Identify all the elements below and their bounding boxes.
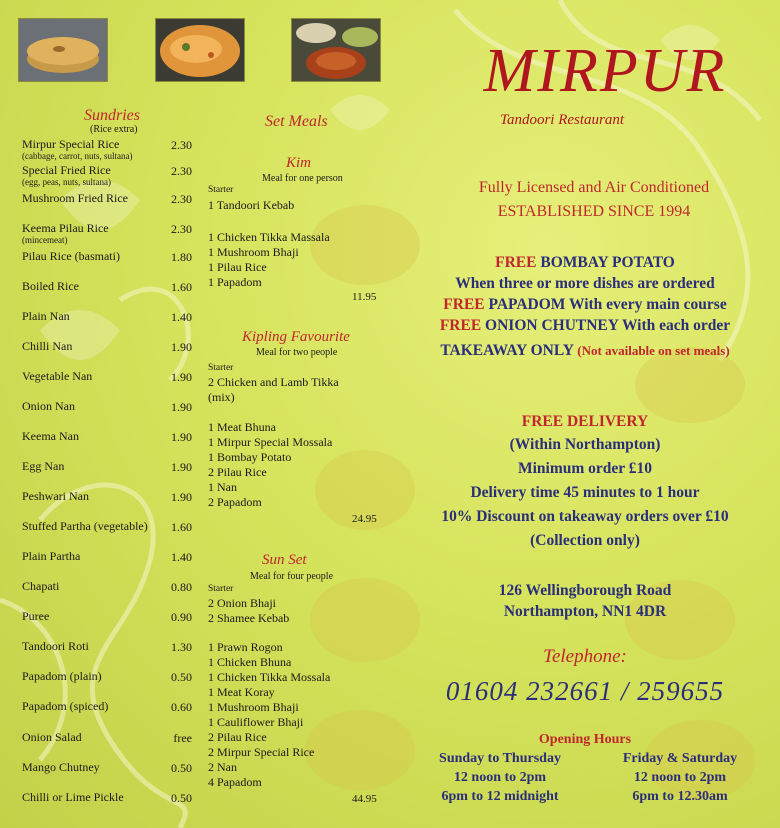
sundry-name: Keema Pilau Rice [22,221,109,235]
promo-free-word: FREE [443,296,485,313]
set-meal-dish: 1 Pilau Rice [208,260,267,274]
sundry-name: Vegetable Nan [22,369,93,383]
kipling-starter [208,375,339,405]
sundry-price: 1.90 [171,460,192,474]
sundry-price: 0.50 [171,670,192,684]
kim-price: 11.95 [352,291,377,303]
set-meal-dish: 1 Tandoori Kebab [208,198,295,212]
set-meal-dish: 2 Shamee Kebab [208,611,290,625]
promo-free-word: FREE [495,254,537,271]
kipling-title: Kipling Favourite [242,329,350,345]
sundry-price: 2.30 [171,192,192,206]
sunset-price: 44.95 [352,793,377,805]
sundry-price: 1.40 [171,550,192,564]
sundry-name: Onion Salad [22,730,82,744]
promo-text: When three or more dishes are ordered [455,275,715,292]
set-meal-dish: 1 Prawn Rogon [208,640,283,654]
sundry-price: 1.90 [171,400,192,414]
sunset-starter-label: Starter [208,584,234,594]
kim-sub: Meal for one person [262,173,343,184]
opening-hours-title: Opening Hours [538,732,632,747]
sundry-note: (cabbage, carrot, nuts, sultana) [22,151,133,161]
set-meal-dish: 1 Mirpur Special Mossala [208,435,333,449]
set-meal-dish: 4 Papadom [208,775,262,789]
sundries-note: (Rice extra) [90,124,138,135]
set-meal-dish: 1 Bombay Potato [208,450,292,464]
dishes-photo [291,18,381,82]
sundry-name: Egg Nan [22,459,65,473]
sundry-name: Chilli Nan [22,339,73,353]
sundry-price: 0.90 [171,610,192,624]
delivery-line: 10% Discount on takeaway orders over £10 [441,508,729,525]
sundry-name: Stuffed Partha (vegetable) [22,519,148,533]
curry-photo [155,18,245,82]
sundry-price: 1.30 [171,640,192,654]
promo-line [400,252,770,273]
kipling-starter-label: Starter [208,363,234,373]
sunset-main [208,640,330,790]
opening-hours-weekday [405,749,595,806]
sunset-sub: Meal for four people [250,571,334,582]
sundry-price: 2.30 [171,138,192,152]
sundry-name: Pilau Rice (basmati) [22,249,120,263]
sundry-price: 1.90 [171,430,192,444]
sundry-price: 2.30 [171,164,192,178]
set-meal-dish: 2 Onion Bhaji [208,596,276,610]
set-meal-dish: 2 Pilau Rice [208,730,267,744]
kim-starter-label: Starter [208,185,234,195]
telephone-label: Telephone: [543,646,627,667]
sundry-price: 0.60 [171,700,192,714]
sundry-name: Chapati [22,579,60,593]
set-meal-dish: 2 Mirpur Special Rice [208,745,315,759]
set-meal-dish: 1 Chicken Bhuna [208,655,292,669]
sundry-price: 0.80 [171,580,192,594]
promo-text: PAPADOM With every main course [484,296,727,313]
set-meal-dish: 1 Nan [208,480,237,494]
kim-starter [208,198,294,213]
opening-hours-weekend [595,749,765,806]
sundry-name: Boiled Rice [22,279,79,293]
set-meal-dish: 1 Chicken Tikka Mossala [208,670,331,684]
sundry-name: Plain Nan [22,309,70,323]
opening-hours-line: 12 noon to 2pm [453,770,547,785]
opening-hours-line: 12 noon to 2pm [633,770,727,785]
promo-free-word: FREE [439,317,482,334]
delivery-line: (Within Northampton) [509,436,661,453]
licensed-line: Fully Licensed and Air Conditioned [478,179,710,196]
sunset-starter [208,596,289,626]
sundry-price: 0.50 [171,761,192,775]
sundry-price: 2.30 [171,222,192,236]
sundry-price: 1.80 [171,250,192,264]
opening-hours-line: Sunday to Thursday [439,751,561,766]
set-meal-dish: 1 Cauliflower Bhaji [208,715,304,729]
sundry-note: (mincemeat) [22,235,68,245]
kipling-sub: Meal for two people [256,347,338,358]
set-meal-dish: 1 Mushroom Bhaji [208,245,299,259]
sundry-price: 1.60 [171,280,192,294]
promo-line [400,315,770,336]
sundry-price: 1.90 [171,490,192,504]
sundry-name: Mushroom Fried Rice [22,191,128,205]
bread-photo [18,18,108,82]
sundry-note: (egg, peas, nuts, sultana) [22,177,111,187]
sundry-name: Keema Nan [22,429,79,443]
delivery-details [400,433,770,553]
set-meal-dish: 2 Nan [208,760,237,774]
promo-line [400,294,770,315]
set-meal-dish: 2 Chicken and Lamb Tikka [208,375,339,389]
delivery-line: (Collection only) [530,532,640,549]
delivery-title: FREE DELIVERY [521,413,649,430]
sundry-name: Mango Chutney [22,760,100,774]
sundry-price: 1.40 [171,310,192,324]
sunset-title: Sun Set [262,552,307,568]
delivery-line: Delivery time 45 minutes to 1 hour [470,484,700,501]
set-meal-dish: 1 Meat Bhuna [208,420,276,434]
kim-title: Kim [286,155,312,171]
set-meal-dish: 1 Papadom [208,275,262,289]
set-meal-dish: 1 Meat Koray [208,685,275,699]
promo-text: BOMBAY POTATO [536,254,675,271]
takeaway-note: (Not available on set meals) [577,343,730,358]
sundry-name: Papadom (plain) [22,669,102,683]
sundry-name: Mirpur Special Rice [22,137,120,151]
sundry-name: Onion Nan [22,399,75,413]
sundry-name: Chilli or Lime Pickle [22,790,124,804]
set-meal-dish: 2 Papadom [208,495,262,509]
brand-name: MIRPUR [483,37,727,105]
takeaway-main: TAKEAWAY ONLY [440,342,574,359]
promo-list [400,252,770,336]
sundry-price: free [173,731,192,745]
sundry-price: 0.50 [171,791,192,805]
sundry-price: 1.90 [171,370,192,384]
set-meal-dish: 2 Pilau Rice [208,465,267,479]
set-meal-dish: (mix) [208,390,235,404]
set-meal-dish: 1 Chicken Tikka Massala [208,230,330,244]
promo-text: ONION CHUTNEY With each order [481,317,731,334]
sundry-name: Papadom (spiced) [22,699,109,713]
takeaway-line [400,340,770,361]
sundry-name: Peshwari Nan [22,489,89,503]
set-meal-dish: 1 Mushroom Bhaji [208,700,299,714]
set-meals-title: Set Meals [265,113,328,130]
sundry-price: 1.90 [171,340,192,354]
promo-line [400,273,770,294]
kipling-price: 24.95 [352,513,377,525]
address-line: Northampton, NN1 4DR [503,603,667,620]
sundry-name: Puree [22,609,50,623]
address-line: 126 Wellingborough Road [498,582,672,599]
sundry-name: Plain Partha [22,549,81,563]
sundries-title: Sundries [84,107,140,124]
opening-hours-line: 6pm to 12.30am [632,789,728,804]
address [420,580,750,622]
telephone-number[interactable]: 01604 232661 / 259655 [445,676,725,706]
brand-tagline: Tandoori Restaurant [500,112,625,128]
sundry-name: Tandoori Roti [22,639,89,653]
opening-hours-line: 6pm to 12 midnight [441,789,559,804]
delivery-line: Minimum order £10 [517,460,653,477]
kim-main [208,230,330,290]
sundry-price: 1.60 [171,520,192,534]
opening-hours-line: Friday & Saturday [622,751,738,766]
established-line: ESTABLISHED SINCE 1994 [497,203,691,220]
kipling-main [208,420,332,510]
sundry-name: Special Fried Rice [22,163,111,177]
